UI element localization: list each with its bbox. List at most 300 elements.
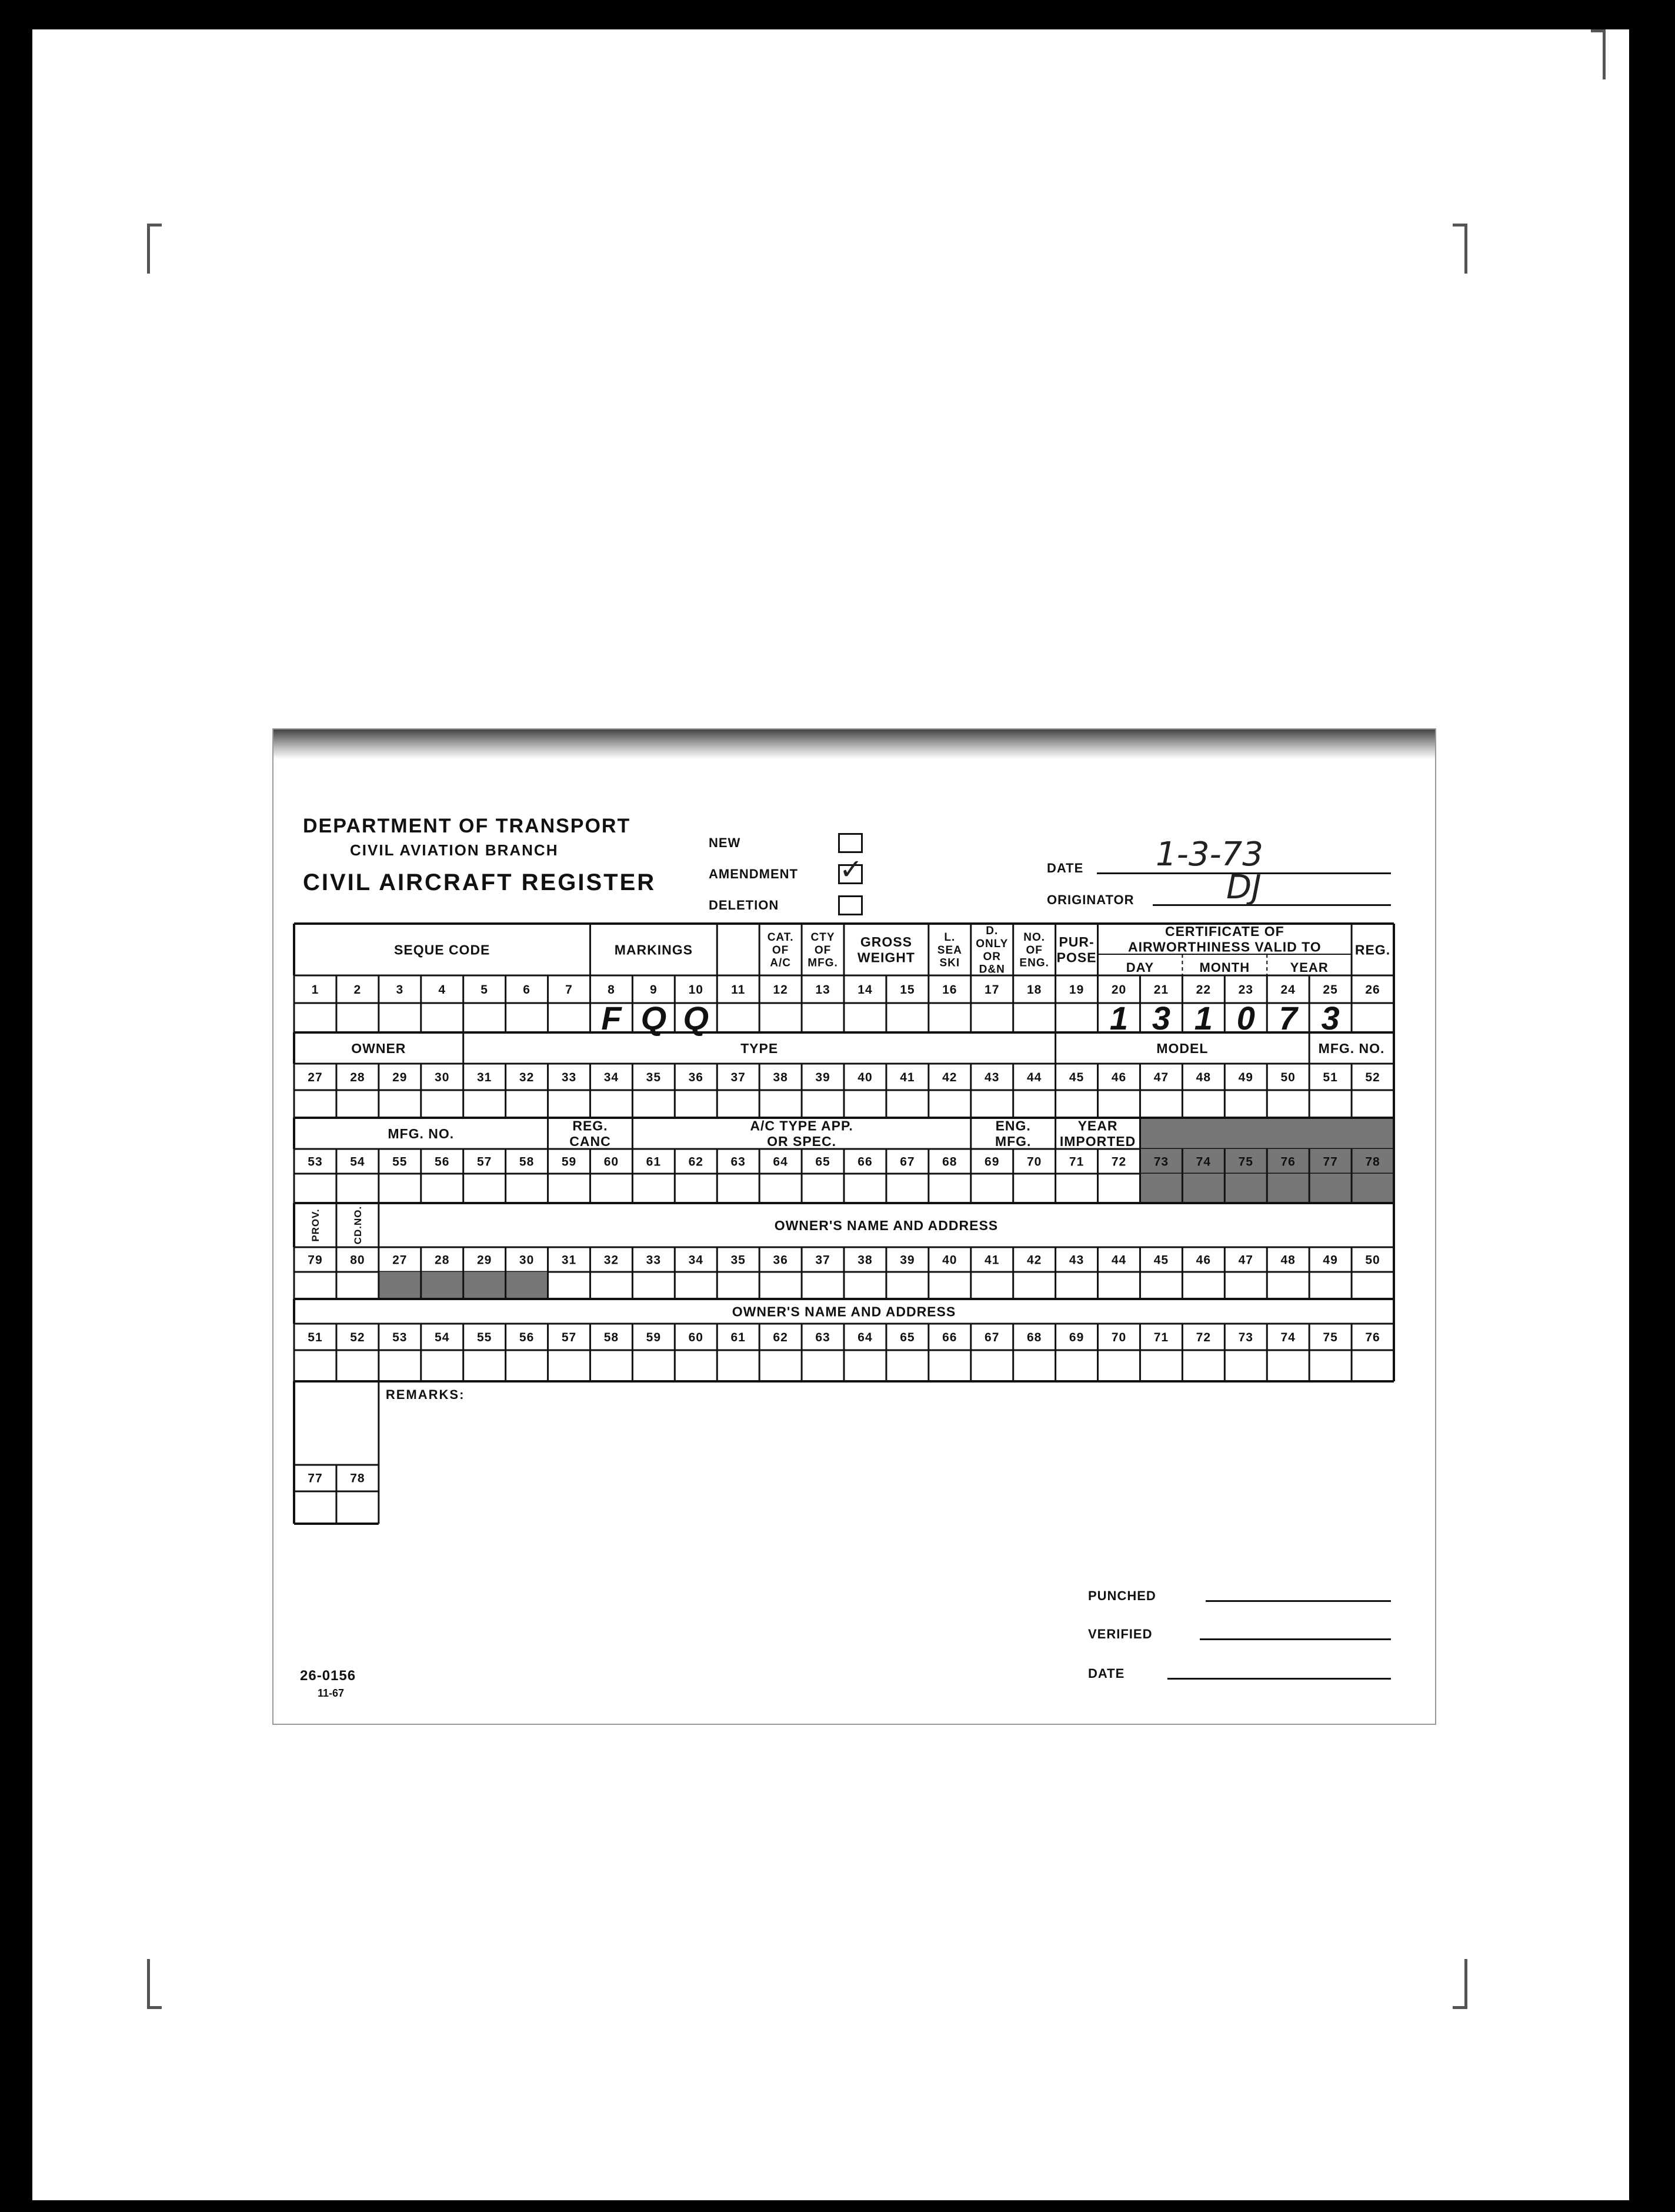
column-number: 55: [476, 1331, 492, 1345]
entry-cell[interactable]: [1267, 1272, 1309, 1299]
handwritten-entry: 1: [1194, 1000, 1213, 1037]
verified-label: VERIFIED: [1088, 1627, 1153, 1641]
entry-cell[interactable]: [1352, 1003, 1394, 1032]
column-number: 36: [773, 1253, 788, 1267]
handwritten-entry: 7: [1279, 1000, 1297, 1037]
entry-cell[interactable]: [506, 1272, 548, 1299]
entry-cell[interactable]: [929, 1174, 971, 1203]
column-number: 47: [1153, 1071, 1169, 1085]
column-number: 51: [308, 1331, 323, 1345]
amendment-label: AMENDMENT: [709, 867, 798, 881]
entry-cell[interactable]: [463, 1003, 506, 1032]
entry-cell[interactable]: [886, 1003, 929, 1032]
column-number: 64: [857, 1331, 873, 1345]
entry-cell[interactable]: [1352, 1174, 1394, 1203]
entry-cell[interactable]: [506, 1350, 548, 1381]
handwritten-entry: 3: [1321, 1000, 1340, 1037]
column-header: OWNER'S NAME AND ADDRESS: [774, 1217, 999, 1233]
entry-cell[interactable]: [1140, 1090, 1182, 1118]
photocopy-sheet: [32, 29, 1629, 2200]
column-header: MFG.: [808, 957, 838, 970]
column-number: 72: [1196, 1331, 1212, 1345]
column-number: 32: [519, 1071, 535, 1085]
column-number: 56: [435, 1155, 450, 1169]
column-number: 78: [1365, 1155, 1380, 1169]
column-number: 42: [1026, 1253, 1042, 1267]
column-number: 29: [392, 1071, 408, 1085]
column-header: MFG.: [995, 1134, 1032, 1150]
entry-cell[interactable]: [548, 1003, 590, 1032]
column-number: 45: [1069, 1071, 1085, 1085]
entry-cell[interactable]: [379, 1090, 421, 1118]
column-number: 58: [519, 1155, 535, 1169]
column-number: 45: [1153, 1253, 1169, 1267]
entry-cell[interactable]: [1140, 1350, 1182, 1381]
column-number: 59: [561, 1155, 577, 1169]
column-number: 75: [1238, 1155, 1253, 1169]
column-number: 58: [603, 1331, 619, 1345]
column-header: OR: [983, 950, 1001, 963]
column-number: 49: [1238, 1071, 1253, 1085]
column-header: OF: [1026, 944, 1043, 957]
entry-cell[interactable]: [506, 1003, 548, 1032]
entry-cell[interactable]: [675, 1350, 717, 1381]
entry-cell[interactable]: [421, 1003, 463, 1032]
column-number: 37: [815, 1253, 830, 1267]
entry-cell[interactable]: [1098, 1090, 1140, 1118]
entry-cell[interactable]: [759, 1174, 802, 1203]
handwritten-entry: 0: [1236, 1000, 1255, 1037]
entry-cell[interactable]: [1182, 1090, 1224, 1118]
column-number: 51: [1323, 1071, 1338, 1085]
column-number: 63: [815, 1331, 830, 1345]
column-header: POSE: [1056, 950, 1097, 965]
entry-cell[interactable]: [1056, 1272, 1098, 1299]
entry-cell[interactable]: [336, 1174, 379, 1203]
column-number: 60: [603, 1155, 619, 1169]
originator-value[interactable]: DJ: [1226, 868, 1262, 907]
entry-cell[interactable]: [1013, 1003, 1056, 1032]
column-number: 23: [1238, 983, 1253, 997]
column-number: 57: [561, 1331, 577, 1345]
column-number: 50: [1280, 1071, 1296, 1085]
column-number: 10: [688, 983, 703, 997]
entry-cell[interactable]: [1309, 1090, 1352, 1118]
signoff-date-line[interactable]: [1167, 1678, 1391, 1680]
entry-cell[interactable]: [759, 1272, 802, 1299]
column-number: 33: [646, 1253, 662, 1267]
vertical-header-label: PROV.: [310, 1208, 322, 1242]
certificate-header-label: AIRWORTHINESS VALID TO: [1127, 939, 1322, 955]
entry-cell[interactable]: [971, 1090, 1013, 1118]
entry-cell[interactable]: [1309, 1350, 1352, 1381]
entry-cell[interactable]: [336, 1003, 379, 1032]
column-number: 40: [857, 1071, 873, 1085]
entry-cell[interactable]: [294, 1003, 336, 1032]
column-header: OF: [772, 944, 789, 957]
column-header: MFG. NO.: [388, 1125, 455, 1141]
column-number: 24: [1280, 983, 1296, 997]
entry-cell[interactable]: [379, 1003, 421, 1032]
column-number: 80: [350, 1253, 365, 1267]
column-header: OR SPEC.: [767, 1134, 837, 1150]
column-number: 74: [1280, 1331, 1296, 1345]
column-number: 28: [350, 1071, 365, 1085]
column-number: 31: [476, 1071, 492, 1085]
entry-cell[interactable]: [759, 1003, 802, 1032]
column-header: NO.: [1023, 931, 1046, 944]
column-number: 60: [688, 1331, 703, 1345]
entry-cell[interactable]: [1140, 1174, 1182, 1203]
column-number: 73: [1153, 1155, 1169, 1169]
vertical-header-label: CD.NO.: [352, 1205, 364, 1245]
punched-line[interactable]: [1206, 1600, 1391, 1602]
column-header: A/C TYPE APP.: [750, 1118, 853, 1134]
entry-cell[interactable]: [1309, 1174, 1352, 1203]
entry-cell[interactable]: [463, 1090, 506, 1118]
column-number: 9: [650, 983, 658, 997]
entry-cell[interactable]: [1224, 1272, 1267, 1299]
column-number: 76: [1280, 1155, 1296, 1169]
handwritten-entry: 1: [1109, 1000, 1129, 1037]
entry-cell[interactable]: [717, 1090, 759, 1118]
entry-cell[interactable]: [886, 1350, 929, 1381]
column-number: 39: [815, 1071, 830, 1085]
column-number: 65: [815, 1155, 830, 1169]
date-value[interactable]: 1-3-73: [1156, 835, 1263, 874]
entry-cell[interactable]: [1224, 1090, 1267, 1118]
entry-cell[interactable]: [802, 1350, 844, 1381]
column-number: 37: [730, 1071, 746, 1085]
column-number: 39: [900, 1253, 915, 1267]
column-number: 35: [646, 1071, 662, 1085]
entry-cell[interactable]: [971, 1003, 1013, 1032]
column-number: 7: [565, 983, 573, 997]
entry-cell[interactable]: [1056, 1003, 1098, 1032]
column-number: 78: [350, 1471, 365, 1485]
column-number: 20: [1111, 983, 1127, 997]
handwritten-entry: 3: [1152, 1000, 1171, 1037]
entry-cell[interactable]: [929, 1003, 971, 1032]
column-number: 43: [1069, 1253, 1085, 1267]
column-number: 12: [773, 983, 788, 997]
column-number: 18: [1026, 983, 1042, 997]
column-number: 55: [392, 1155, 408, 1169]
entry-cell[interactable]: [675, 1090, 717, 1118]
column-number: 36: [688, 1071, 703, 1085]
column-header: OF: [814, 944, 832, 957]
column-number: 35: [730, 1253, 746, 1267]
entry-cell[interactable]: [886, 1272, 929, 1299]
column-header: MARKINGS: [614, 942, 693, 958]
column-number: 70: [1026, 1155, 1042, 1169]
column-header: GROSS: [860, 934, 912, 950]
entry-cell[interactable]: [1352, 1350, 1394, 1381]
entry-cell[interactable]: [1224, 1174, 1267, 1203]
entry-cell[interactable]: [717, 1174, 759, 1203]
column-number: 30: [435, 1071, 450, 1085]
column-number: 27: [392, 1253, 408, 1267]
entry-cell[interactable]: [421, 1272, 463, 1299]
form-date: 11-67: [318, 1687, 345, 1699]
entry-cell[interactable]: [675, 1272, 717, 1299]
register-title: CIVIL AIRCRAFT REGISTER: [303, 870, 656, 895]
entry-cell[interactable]: [717, 1350, 759, 1381]
column-number: 44: [1111, 1253, 1127, 1267]
column-number: 54: [435, 1331, 450, 1345]
entry-cell[interactable]: [1140, 1272, 1182, 1299]
entry-cell[interactable]: [1056, 1350, 1098, 1381]
entry-cell[interactable]: [1098, 1272, 1140, 1299]
column-number: 29: [476, 1253, 492, 1267]
shaded-header-block: [1140, 1118, 1394, 1149]
entry-cell[interactable]: [1309, 1272, 1352, 1299]
entry-cell[interactable]: [844, 1272, 886, 1299]
crop-mark: [1453, 224, 1467, 274]
column-number: 19: [1069, 983, 1085, 997]
entry-cell[interactable]: [421, 1090, 463, 1118]
column-header: D.: [986, 925, 999, 938]
entry-cell[interactable]: [421, 1174, 463, 1203]
date-label: DATE: [1047, 861, 1084, 875]
column-number: 28: [435, 1253, 450, 1267]
column-number: 75: [1323, 1331, 1338, 1345]
column-header: CAT.: [767, 931, 794, 944]
column-number: 4: [438, 983, 446, 997]
entry-cell[interactable]: [1182, 1350, 1224, 1381]
column-number: 41: [985, 1253, 1000, 1267]
column-number: 17: [985, 983, 1000, 997]
column-number: 56: [519, 1331, 535, 1345]
column-number: 72: [1111, 1155, 1127, 1169]
entry-cell[interactable]: [294, 1090, 336, 1118]
entry-cell[interactable]: [1182, 1272, 1224, 1299]
entry-cell[interactable]: [294, 1491, 336, 1524]
column-number: 67: [985, 1331, 1000, 1345]
entry-cell[interactable]: [802, 1003, 844, 1032]
certificate-sub-label: MONTH: [1199, 960, 1250, 975]
entry-cell[interactable]: [1267, 1090, 1309, 1118]
column-number: 31: [561, 1253, 577, 1267]
column-header: A/C: [770, 957, 791, 970]
column-number: 6: [523, 983, 530, 997]
entry-cell[interactable]: [844, 1003, 886, 1032]
crop-mark: [147, 1959, 162, 2009]
column-number: 62: [773, 1331, 788, 1345]
column-number: 49: [1323, 1253, 1338, 1267]
form-grid: [273, 729, 1435, 1724]
punched-label: PUNCHED: [1088, 1588, 1156, 1603]
column-number: 65: [900, 1331, 915, 1345]
column-number: 77: [1323, 1155, 1338, 1169]
column-number: 33: [561, 1071, 577, 1085]
crop-mark: [1591, 29, 1606, 79]
entry-cell[interactable]: [548, 1090, 590, 1118]
column-number: 43: [985, 1071, 1000, 1085]
column-number: 42: [942, 1071, 957, 1085]
entry-cell[interactable]: [971, 1272, 1013, 1299]
entry-cell[interactable]: [886, 1090, 929, 1118]
entry-cell[interactable]: [844, 1350, 886, 1381]
entry-cell[interactable]: [717, 1272, 759, 1299]
remarks-area[interactable]: [382, 1384, 1391, 1523]
column-number: 70: [1111, 1331, 1127, 1345]
handwritten-entry: Q: [640, 1000, 667, 1037]
column-number: 64: [773, 1155, 788, 1169]
column-number: 74: [1196, 1155, 1212, 1169]
column-header: YEAR: [1077, 1118, 1118, 1134]
entry-cell[interactable]: [802, 1272, 844, 1299]
entry-cell[interactable]: [1013, 1090, 1056, 1118]
entry-cell[interactable]: [1098, 1350, 1140, 1381]
entry-cell[interactable]: [463, 1350, 506, 1381]
column-header: L.: [944, 931, 956, 944]
column-number: 61: [646, 1155, 662, 1169]
column-number: 27: [308, 1071, 323, 1085]
column-number: 15: [900, 983, 915, 997]
certificate-sub-label: YEAR: [1290, 960, 1329, 975]
column-number: 21: [1153, 983, 1169, 997]
entry-cell[interactable]: [929, 1090, 971, 1118]
entry-cell[interactable]: [590, 1090, 632, 1118]
certificate-header-label: CERTIFICATE OF: [1165, 924, 1284, 940]
form-number: 26-0156: [300, 1668, 356, 1684]
entry-cell[interactable]: [379, 1174, 421, 1203]
form-photograph: [272, 728, 1436, 1725]
column-header: CANC: [569, 1134, 611, 1150]
column-number: 40: [942, 1253, 957, 1267]
entry-cell[interactable]: [1224, 1350, 1267, 1381]
column-number: 59: [646, 1331, 662, 1345]
entry-cell[interactable]: [929, 1350, 971, 1381]
entry-cell[interactable]: [590, 1350, 632, 1381]
entry-cell[interactable]: [759, 1090, 802, 1118]
column-header: IMPORTED: [1059, 1134, 1136, 1150]
entry-cell[interactable]: [632, 1350, 675, 1381]
entry-cell[interactable]: [421, 1350, 463, 1381]
column-number: 61: [730, 1331, 746, 1345]
column-header: SKI: [939, 957, 960, 970]
entry-cell[interactable]: [463, 1272, 506, 1299]
entry-cell[interactable]: [1182, 1174, 1224, 1203]
entry-cell[interactable]: [336, 1090, 379, 1118]
entry-cell[interactable]: [548, 1350, 590, 1381]
department-title: DEPARTMENT OF TRANSPORT: [303, 815, 631, 837]
entry-cell[interactable]: [379, 1272, 421, 1299]
entry-cell[interactable]: [1267, 1174, 1309, 1203]
column-number: 38: [773, 1071, 788, 1085]
column-number: 71: [1153, 1331, 1169, 1345]
column-number: 57: [476, 1155, 492, 1169]
entry-cell[interactable]: [590, 1174, 632, 1203]
column-header: ENG.: [995, 1118, 1031, 1134]
entry-cell[interactable]: [1013, 1174, 1056, 1203]
entry-cell[interactable]: [1013, 1350, 1056, 1381]
column-number: 25: [1323, 983, 1338, 997]
originator-label: ORIGINATOR: [1047, 892, 1135, 907]
entry-cell[interactable]: [379, 1350, 421, 1381]
column-number: 52: [350, 1331, 365, 1345]
column-header: OWNER'S NAME AND ADDRESS: [732, 1304, 956, 1320]
column-number: 44: [1026, 1071, 1042, 1085]
column-number: 11: [731, 983, 746, 997]
signoff-date-label: DATE: [1088, 1666, 1125, 1681]
column-header: MFG. NO.: [1318, 1040, 1385, 1056]
column-number: 54: [350, 1155, 365, 1169]
column-number: 52: [1365, 1071, 1380, 1085]
column-number: 46: [1196, 1253, 1212, 1267]
entry-cell[interactable]: [548, 1174, 590, 1203]
column-number: 66: [942, 1331, 957, 1345]
column-number: 22: [1196, 983, 1212, 997]
entry-cell[interactable]: [844, 1090, 886, 1118]
column-header: CTY: [810, 931, 835, 944]
entry-cell[interactable]: [1267, 1350, 1309, 1381]
entry-cell[interactable]: [844, 1174, 886, 1203]
entry-cell[interactable]: [336, 1272, 379, 1299]
entry-cell[interactable]: [463, 1174, 506, 1203]
column-header: REG.: [1354, 942, 1391, 958]
entry-cell[interactable]: [971, 1350, 1013, 1381]
entry-cell[interactable]: [1013, 1272, 1056, 1299]
entry-cell[interactable]: [548, 1272, 590, 1299]
column-number: 53: [308, 1155, 323, 1169]
entry-cell[interactable]: [336, 1350, 379, 1381]
entry-cell[interactable]: [675, 1174, 717, 1203]
entry-cell[interactable]: [1098, 1174, 1140, 1203]
entry-cell[interactable]: [336, 1491, 379, 1524]
column-header: ENG.: [1019, 957, 1049, 970]
column-number: 41: [900, 1071, 915, 1085]
entry-cell[interactable]: [802, 1174, 844, 1203]
entry-cell[interactable]: [1352, 1090, 1394, 1118]
entry-cell[interactable]: [294, 1272, 336, 1299]
entry-cell[interactable]: [506, 1174, 548, 1203]
column-number: 16: [942, 983, 957, 997]
entry-cell[interactable]: [1056, 1090, 1098, 1118]
entry-cell[interactable]: [1056, 1174, 1098, 1203]
column-header: OWNER: [351, 1040, 406, 1056]
deletion-label: DELETION: [709, 898, 779, 912]
entry-cell[interactable]: [759, 1350, 802, 1381]
branch-title: CIVIL AVIATION BRANCH: [350, 841, 559, 859]
crop-mark: [147, 224, 162, 274]
entry-cell[interactable]: [632, 1174, 675, 1203]
verified-line[interactable]: [1200, 1638, 1391, 1640]
column-header: SEQUE CODE: [394, 942, 491, 958]
column-number: 71: [1069, 1155, 1085, 1169]
column-number: 38: [857, 1253, 873, 1267]
entry-cell[interactable]: [717, 1003, 759, 1032]
entry-cell[interactable]: [632, 1090, 675, 1118]
column-number: 62: [688, 1155, 703, 1169]
entry-cell[interactable]: [802, 1090, 844, 1118]
column-number: 68: [1026, 1331, 1042, 1345]
entry-cell[interactable]: [1352, 1272, 1394, 1299]
entry-cell[interactable]: [506, 1090, 548, 1118]
column-header: SEA: [937, 944, 962, 957]
entry-cell[interactable]: [886, 1174, 929, 1203]
entry-cell[interactable]: [971, 1174, 1013, 1203]
column-number: 77: [308, 1471, 323, 1485]
entry-cell[interactable]: [590, 1272, 632, 1299]
entry-cell[interactable]: [632, 1272, 675, 1299]
column-number: 46: [1111, 1071, 1127, 1085]
entry-cell[interactable]: [929, 1272, 971, 1299]
entry-cell[interactable]: [294, 1174, 336, 1203]
entry-cell[interactable]: [294, 1350, 336, 1381]
crop-mark: [1453, 1959, 1467, 2009]
